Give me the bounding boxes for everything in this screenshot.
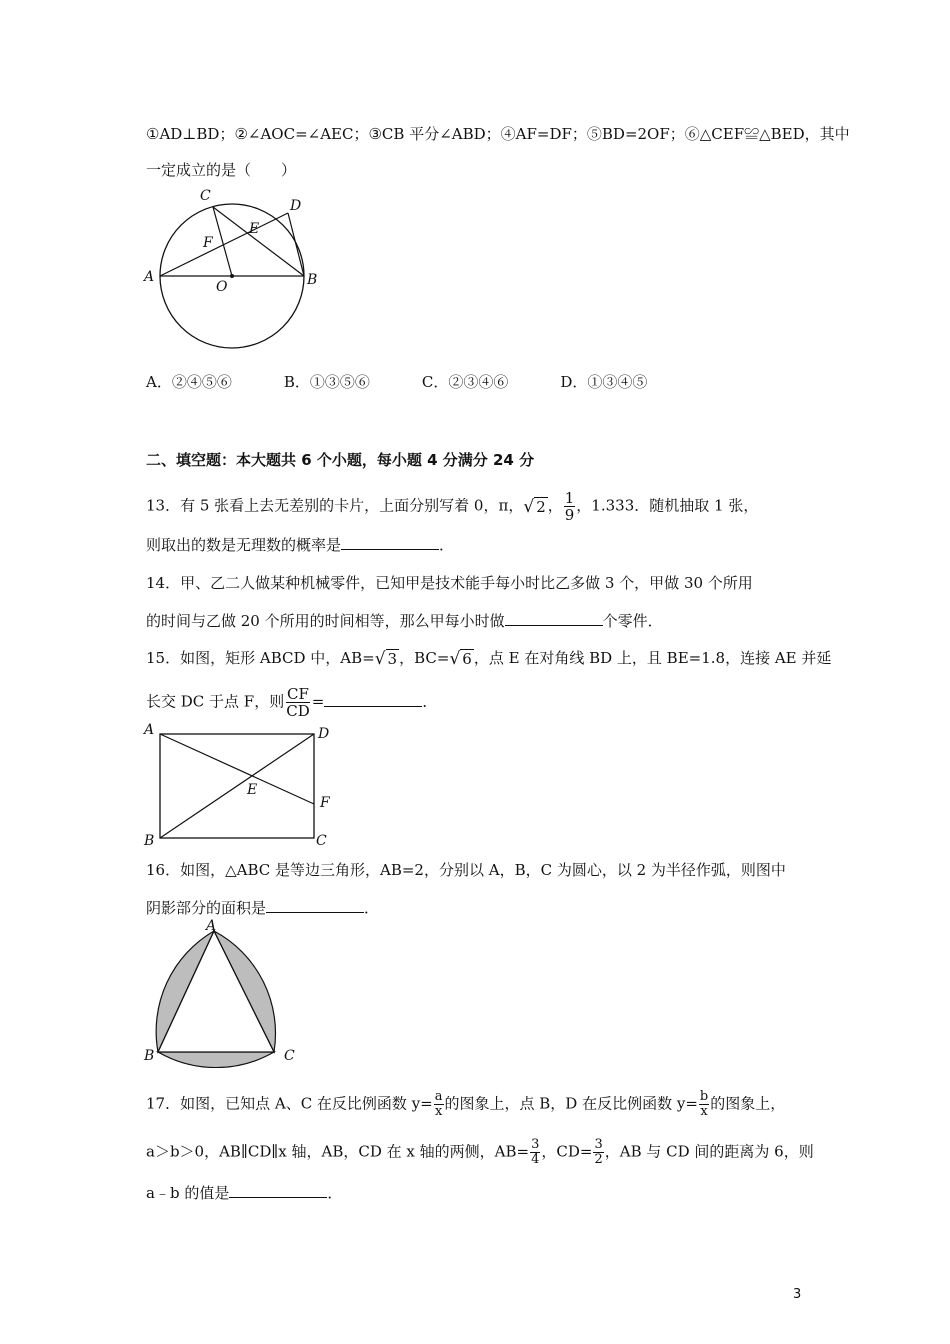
option-a[interactable]: A．②④⑤⑥ (146, 373, 232, 391)
label-o: O (216, 279, 228, 295)
fraction-cf-cd: $\frac{CF}{CD}$ (286, 685, 310, 720)
label-f: F (320, 795, 330, 811)
label-a: A (206, 918, 217, 934)
q12-line2: 一定成立的是（ ） (146, 161, 297, 179)
label-d: D (318, 726, 330, 742)
q12-circle-figure (140, 185, 320, 355)
option-b[interactable]: B．①③⑤⑥ (283, 373, 370, 391)
q16-reuleaux-figure (140, 918, 310, 1068)
fraction-one-ninth: $\frac{1}{9}$ (564, 489, 575, 524)
label-c: C (316, 833, 327, 849)
q12-line1: ①AD⊥BD；②∠AOC=∠AEC；③CB 平分∠ABD；④AF=DF；⑤BD=2OF；⑥△CEF≌△BED，其中 (146, 125, 850, 143)
q16-answer-blank[interactable] (266, 897, 364, 913)
q13-answer-blank[interactable] (341, 534, 439, 550)
label-d: D (290, 198, 302, 214)
q17-line2: a＞b＞0，AB∥CD∥x 轴，AB，CD 在 x 轴的两侧，AB= $\frac{3}{4}$ ，CD= $\frac{3}{2}$ ，AB 与 CD 间的距离为 6，则 (146, 1137, 814, 1167)
label-a: A (144, 722, 155, 738)
fraction-three-quarters: $\frac{3}{4}$ (531, 1137, 540, 1167)
fraction-three-halves: $\frac{3}{2}$ (594, 1137, 603, 1167)
q12-options (146, 372, 699, 392)
center-dot (230, 274, 234, 278)
q13-suffix: ，1.333．随机抽取 1 张， (576, 496, 759, 515)
sqrt-2: √ 2 (523, 496, 546, 517)
label-f: F (203, 235, 213, 251)
sqrt-3: √ 3 (374, 649, 398, 669)
q13-prefix: 13．有 5 张看上去无差别的卡片，上面分别写着 0，π， (146, 496, 524, 515)
label-b: B (144, 833, 155, 849)
label-e: E (247, 782, 258, 798)
segment-af (160, 734, 314, 804)
q17-line1: 17．如图，已知点 A、C 在反比例函数 y= $\frac{a}{x}$ 的图象上，点 B，D 在反比例函数 y= $\frac{b}{x}$ 的图象上， (146, 1089, 786, 1119)
q13-line1: 13．有 5 张看上去无差别的卡片，上面分别写着 0，π，√ 2 ， $\frac{1}{9}$ ，1.333．随机抽取 1 张， (146, 489, 759, 524)
sqrt-6: √ 6 (449, 649, 472, 669)
q15-answer-blank[interactable] (324, 691, 422, 707)
q16-line1: 16．如图，△ABC 是等边三角形，AB=2，分别以 A，B，C 为圆心，以 2 为半径作弧，则图中 (146, 861, 786, 879)
q17-answer-blank[interactable] (229, 1182, 327, 1198)
section-heading: 二、填空题：本大题共 6 个小题，每小题 4 分满分 24 分 (146, 451, 535, 469)
chord-ad (160, 213, 288, 276)
shaded-segment-bc (158, 1052, 274, 1068)
q16-line2: 阴影部分的面积是 ． (146, 899, 380, 917)
q13-line2: 则取出的数是无理数的概率是 ． (146, 536, 455, 554)
q17-line3: a﹣b 的值是 ． (146, 1184, 343, 1202)
label-b: B (307, 272, 318, 288)
q14-line2: 的时间与乙做 20 个所用的时间相等，那么甲每小时做 个零件． (146, 612, 663, 630)
fraction-b-over-x: $\frac{b}{x}$ (699, 1089, 709, 1119)
label-c: C (284, 1048, 295, 1064)
fraction-a-over-x: $\frac{a}{x}$ (434, 1089, 443, 1119)
q15-line2: 长交 DC 于点 F，则 $\frac{CF}{CD}$ = ． (146, 685, 438, 720)
q14-answer-blank[interactable] (505, 610, 603, 626)
chord-cb (213, 207, 304, 276)
label-e: E (249, 221, 260, 237)
q15-line1: 15．如图，矩形 ABCD 中，AB=√ 3 ，BC=√ 6 ，点 E 在对角线 BD 上，且 BE=1.8，连接 AE 并延 (146, 649, 832, 669)
label-b: B (144, 1048, 155, 1064)
diagonal-bd (160, 734, 314, 838)
option-c[interactable]: C．②③④⑥ (421, 373, 509, 391)
q15-rectangle-figure (140, 720, 340, 850)
page-number: 3 (793, 1287, 802, 1302)
q14-line1: 14．甲、乙二人做某种机械零件，已知甲是技术能手每小时比乙多做 3 个，甲做 30 个所用 (146, 574, 753, 592)
label-c: C (200, 188, 211, 204)
chord-db (288, 213, 304, 276)
option-d[interactable]: D．①③④⑤ (560, 373, 648, 391)
label-a: A (144, 269, 155, 285)
